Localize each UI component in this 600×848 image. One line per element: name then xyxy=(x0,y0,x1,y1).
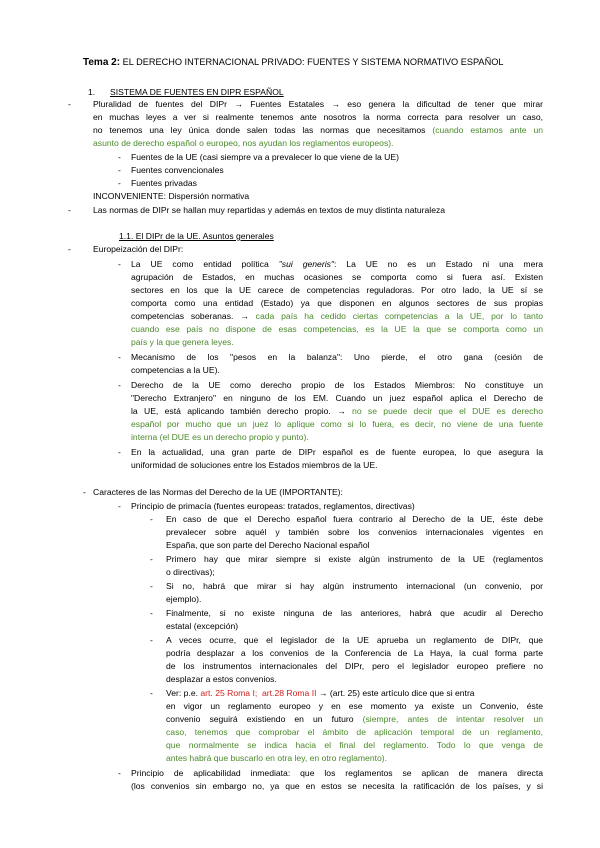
text-run: "sui generis" xyxy=(278,259,334,269)
text-run: : La UE no es un Estado ni una mera xyxy=(333,259,543,269)
paragraph-line: estatal (excepción) xyxy=(166,621,239,631)
list-heading: Principio de primacía (fuentes europeas: tratados, reglamentos, directivas) xyxy=(131,501,415,511)
paragraph-line: en muchas leyes a ver si realmente tenemos ante nosotros la norma correcta para resolver un caso, xyxy=(93,112,543,122)
paragraph-line: de los instrumentos internacionales del DIPr, pero el legislador europeo prefiere no xyxy=(166,661,543,671)
paragraph-line: A veces ocurre, que el legislador de la UE aprueba un reglamento de DIPr, que xyxy=(166,635,543,645)
paragraph-line: comporta como una entidad (Estado) ya que disponen en algunos sectores de sus propias xyxy=(131,298,543,308)
paragraph-line: sectores en los que la UE carece de competencias reguladoras. Por otro lado, la UE sí se xyxy=(131,285,543,295)
bullet-dash: - xyxy=(68,205,71,215)
paragraph-line: prevalecer sobre aquél y también sobre los convenios internacionales vigentes en xyxy=(166,527,543,537)
inconveniente-label: INCONVENIENTE: Dispersión normativa xyxy=(93,191,250,201)
bullet-sub: - xyxy=(118,352,121,362)
green-note: (cuando estamos ante un xyxy=(432,125,543,135)
red-reference: art. 25 Roma I; xyxy=(200,688,258,698)
paragraph-line: "Derecho Extranjero" en ninguno de los EM. Cuando un juez español aplica el Derecho de xyxy=(131,393,543,403)
green-note: caso, tenemos que comprobar el ámbito de aplicación temporal de un reglamento, xyxy=(166,727,543,737)
paragraph-line xyxy=(93,125,543,136)
text-run: la UE, está aplicando también derecho propio. → xyxy=(131,406,353,416)
bullet-dash: - xyxy=(83,487,86,497)
section-number: 1. xyxy=(88,87,96,97)
paragraph-line: (los convenios sin embargo no, ya que en estos se necesita la ratificación de los países, y si xyxy=(131,781,543,791)
paragraph-line: podría desplazar a los convenios de la Conferencia de La Haya, la cual forma parte xyxy=(166,648,543,658)
list-heading: Europeización del DIPr: xyxy=(93,244,184,254)
list-item: Fuentes de la UE (casi siempre va a prevalecer lo que viene de la UE) xyxy=(131,152,399,162)
paragraph-line xyxy=(131,311,543,322)
paragraph-line: en vigor un reglamento europeo y en ese momento ya existe un Convenio, éste xyxy=(166,701,543,711)
bullet-dash: - xyxy=(68,244,71,254)
bullet-sub: - xyxy=(118,178,121,188)
bullet-sub: - xyxy=(150,581,153,591)
paragraph-line: En la actualidad, una gran parte de DIPr español es de fuente europea, lo que asegura la xyxy=(131,447,543,457)
paragraph-line: o directivas); xyxy=(166,567,215,577)
paragraph-line: Pluralidad de fuentes del DIPr → Fuentes Estatales → eso genera la dificultad de tener que mirar xyxy=(93,99,543,109)
document-title xyxy=(83,57,503,68)
bullet-sub: - xyxy=(118,501,121,511)
paragraph-line xyxy=(131,259,543,270)
green-note: asunto de derecho español o europeo, nos ayudan los reglamentos europeos). xyxy=(93,138,394,148)
list-item: Fuentes convencionales xyxy=(131,165,224,175)
bullet-sub: - xyxy=(150,635,153,645)
paragraph-line: España, que son parte del Derecho Nacional español xyxy=(166,540,370,550)
paragraph-line xyxy=(166,714,543,725)
paragraph-line: ejemplo). xyxy=(166,594,202,604)
green-note: (siempre, antes de intentar resolver un xyxy=(362,714,544,724)
paragraph-line: Mecanismo de los "pesos en la balanza": Uno pierde, el otro gana (cesión de xyxy=(131,352,543,362)
green-note: cuando ese país no dispone de esas competencias, es la UE la que se comporta como un xyxy=(131,324,543,334)
text-run: no tenemos una ley única donde salen todas las normas que necesitamos xyxy=(93,125,433,135)
title-text: EL DERECHO INTERNACIONAL PRIVADO: FUENTES Y SISTEMA NORMATIVO ESPAÑOL xyxy=(120,57,504,67)
title-label: Tema 2: xyxy=(83,57,121,68)
bullet-sub: - xyxy=(118,152,121,162)
section-heading: SISTEMA DE FUENTES EN DIPR ESPAÑOL xyxy=(110,87,284,97)
bullet-sub: - xyxy=(118,380,121,390)
text-run: Ver: p.e. xyxy=(166,688,201,698)
paragraph-line: desplazar a estos convenios. xyxy=(166,674,277,684)
bullet-sub: - xyxy=(150,554,153,564)
green-note: cada país ha cedido ciertas competencias a la UE, por lo tanto xyxy=(255,311,543,321)
paragraph-line: competencias a la UE). xyxy=(131,365,220,375)
red-reference: art.28 Roma II xyxy=(262,688,317,698)
paragraph-line: Principio de aplicabilidad inmediata: que los reglamentos se aplican de manera directa xyxy=(131,768,543,778)
paragraph-line: Las normas de DIPr se hallan muy repartidas y además en textos de muy distinta naturaleza xyxy=(93,205,446,215)
text-run: convenio seguirá existiendo en un futuro xyxy=(166,714,363,724)
green-note: país y la que genera leyes. xyxy=(131,337,234,347)
paragraph-line: Derecho de la UE como derecho propio de los Estados Miembros: No constituye un xyxy=(131,380,543,390)
bullet-sub: - xyxy=(150,514,153,524)
bullet-sub: - xyxy=(118,447,121,457)
green-note: antes habrá que buscarlo en otra ley, en otro reglamento). xyxy=(166,753,388,763)
green-note: que normalmente se indica hacia el final del reglamento. Todo lo que venga de xyxy=(166,740,543,750)
text-run: competencias soberanas. → xyxy=(131,311,256,321)
paragraph-line: En caso de que el Derecho español fuera contrario al Derecho de la UE, éste debe xyxy=(166,514,543,524)
green-note: no se puede decir que el DUE es derecho xyxy=(352,406,543,416)
paragraph-line: agrupación de Estados, en muchas ocasiones se comporta como si fuera así. Existen xyxy=(131,272,543,282)
text-run: La UE como entidad política xyxy=(131,259,279,269)
paragraph-line xyxy=(166,688,475,699)
list-item: Fuentes privadas xyxy=(131,178,197,188)
bullet-sub: - xyxy=(118,768,121,778)
green-note: español por mucho que un juez lo aplique como si lo fuera, es decir, no viene de una fuente xyxy=(131,419,543,429)
subsection-heading: 1.1. El DIPr de la UE. Asuntos generales xyxy=(119,231,274,241)
text-run: → (art. 25) este artículo dice que si entra xyxy=(316,688,475,698)
paragraph-line: uniformidad de soluciones entre los Estados miembros de la UE. xyxy=(131,460,378,470)
bullet-sub: - xyxy=(118,259,121,269)
list-heading: Caracteres de las Normas del Derecho de la UE (IMPORTANTE): xyxy=(93,487,343,497)
paragraph-line xyxy=(131,406,543,417)
bullet-sub: - xyxy=(150,688,153,698)
bullet-sub: - xyxy=(118,165,121,175)
paragraph-line: Si no, habrá que mirar si hay algún instrumento internacional (un convenio, por xyxy=(166,581,543,591)
green-note: interna (el DUE es un derecho propio y punto). xyxy=(131,432,309,442)
paragraph-line: Finalmente, si no existe ninguna de las anteriores, habrá que acudir al Derecho xyxy=(166,608,543,618)
bullet-sub: - xyxy=(150,608,153,618)
paragraph-line: Primero hay que mirar siempre si existe algún instrumento de la UE (reglamentos xyxy=(166,554,543,564)
bullet-dash: - xyxy=(68,99,71,109)
